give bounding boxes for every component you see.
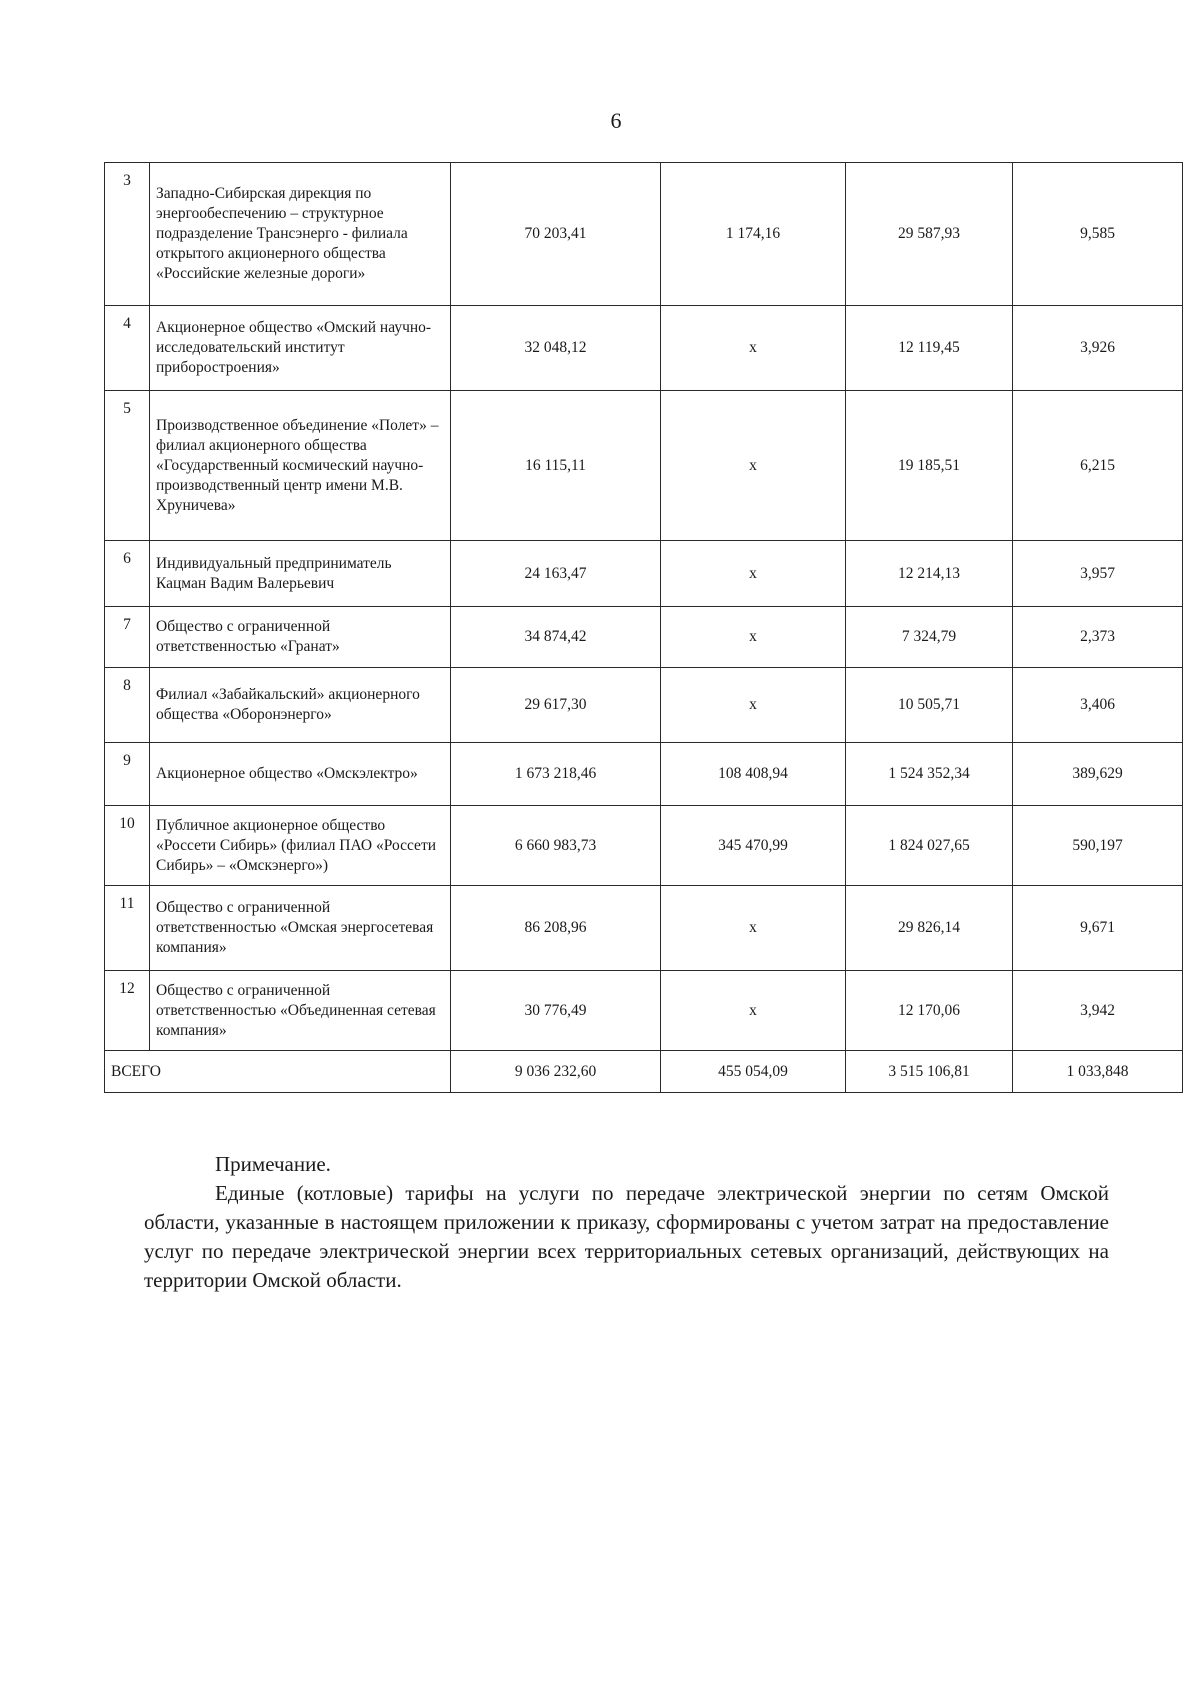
value-col-4: 590,197 [1013,806,1183,886]
value-col-2: 345 470,99 [661,806,846,886]
value-col-4: 9,671 [1013,886,1183,971]
value-col-3: 29 587,93 [846,163,1013,306]
value-col-4: 2,373 [1013,607,1183,668]
value-col-1: 70 203,41 [451,163,661,306]
value-col-3: 29 826,14 [846,886,1013,971]
table-row [105,306,1183,391]
table-row [105,668,1183,743]
value-col-4: 3,926 [1013,306,1183,391]
value-col-4: 3,957 [1013,541,1183,607]
value-col-4: 3,942 [1013,971,1183,1051]
value-col-1: 6 660 983,73 [451,806,661,886]
note-title: Примечание. [215,1152,331,1176]
organization-name: Западно-Сибирская дирекция по энергообеспечению – структурное подразделение Трансэнерго - филиала открытого акционерного общества «Российские железные дороги» [150,163,451,306]
total-row [105,1051,1183,1093]
table-row [105,607,1183,668]
value-col-2: х [661,306,846,391]
value-col-1: 30 776,49 [451,971,661,1051]
table-row [105,163,1183,306]
organization-name: Индивидуальный предприниматель Кацман Вадим Валерьевич [150,541,451,607]
value-col-2: х [661,886,846,971]
value-col-2: х [661,668,846,743]
value-col-3: 1 524 352,34 [846,743,1013,806]
row-number: 8 [105,668,150,743]
value-col-1: 1 673 218,46 [451,743,661,806]
total-value-col-3: 3 515 106,81 [846,1051,1013,1093]
total-value-col-2: 455 054,09 [661,1051,846,1093]
value-col-1: 16 115,11 [451,391,661,541]
row-number: 3 [105,163,150,306]
value-col-2: х [661,971,846,1051]
value-col-3: 12 119,45 [846,306,1013,391]
value-col-1: 86 208,96 [451,886,661,971]
value-col-2: 108 408,94 [661,743,846,806]
value-col-4: 389,629 [1013,743,1183,806]
value-col-3: 1 824 027,65 [846,806,1013,886]
organization-name: Филиал «Забайкальский» акционерного общества «Оборонэнерго» [150,668,451,743]
value-col-2: х [661,607,846,668]
total-value-col-4: 1 033,848 [1013,1051,1183,1093]
organization-name: Акционерное общество «Омскэлектро» [150,743,451,806]
value-col-3: 7 324,79 [846,607,1013,668]
value-col-2: х [661,541,846,607]
value-col-3: 10 505,71 [846,668,1013,743]
table-row [105,886,1183,971]
organization-name: Общество с ограниченной ответственностью «Омская энергосетевая компания» [150,886,451,971]
note-section [144,1150,1109,1295]
organization-name: Акционерное общество «Омский научно-исследовательский институт приборостроения» [150,306,451,391]
organization-name: Производственное объединение «Полет» – филиал акционерного общества «Государственный космический научно-производственный центр имени М.В. Хруничева» [150,391,451,541]
value-col-1: 32 048,12 [451,306,661,391]
row-number: 12 [105,971,150,1051]
value-col-1: 29 617,30 [451,668,661,743]
table-row [105,971,1183,1051]
value-col-4: 6,215 [1013,391,1183,541]
value-col-2: х [661,391,846,541]
tariff-table [104,162,1183,1093]
total-value-col-1: 9 036 232,60 [451,1051,661,1093]
table-row [105,806,1183,886]
table-row [105,541,1183,607]
value-col-1: 24 163,47 [451,541,661,607]
organization-name: Общество с ограниченной ответственностью «Объединенная сетевая компания» [150,971,451,1051]
organization-name: Публичное акционерное общество «Россети Сибирь» (филиал ПАО «Россети Сибирь» – «Омскэнерго») [150,806,451,886]
row-number: 11 [105,886,150,971]
value-col-3: 12 214,13 [846,541,1013,607]
page-number: 6 [610,108,622,133]
row-number: 6 [105,541,150,607]
row-number: 10 [105,806,150,886]
value-col-3: 19 185,51 [846,391,1013,541]
value-col-2: 1 174,16 [661,163,846,306]
row-number: 9 [105,743,150,806]
value-col-4: 9,585 [1013,163,1183,306]
value-col-4: 3,406 [1013,668,1183,743]
value-col-3: 12 170,06 [846,971,1013,1051]
table-row [105,743,1183,806]
organization-name: Общество с ограниченной ответственностью «Гранат» [150,607,451,668]
table-body [105,163,1183,1093]
value-col-1: 34 874,42 [451,607,661,668]
row-number: 7 [105,607,150,668]
row-number: 5 [105,391,150,541]
total-label: ВСЕГО [105,1051,451,1093]
row-number: 4 [105,306,150,391]
table-row [105,391,1183,541]
note-text: Единые (котловые) тарифы на услуги по передаче электрической энергии по сетям Омской области, указанные в настоящем приложении к приказу, сформированы с учетом затрат на предоставление услуг по передаче электрической энергии всех территориальных сетевых организаций, действующих на территории Омской области. [144,1181,1109,1292]
